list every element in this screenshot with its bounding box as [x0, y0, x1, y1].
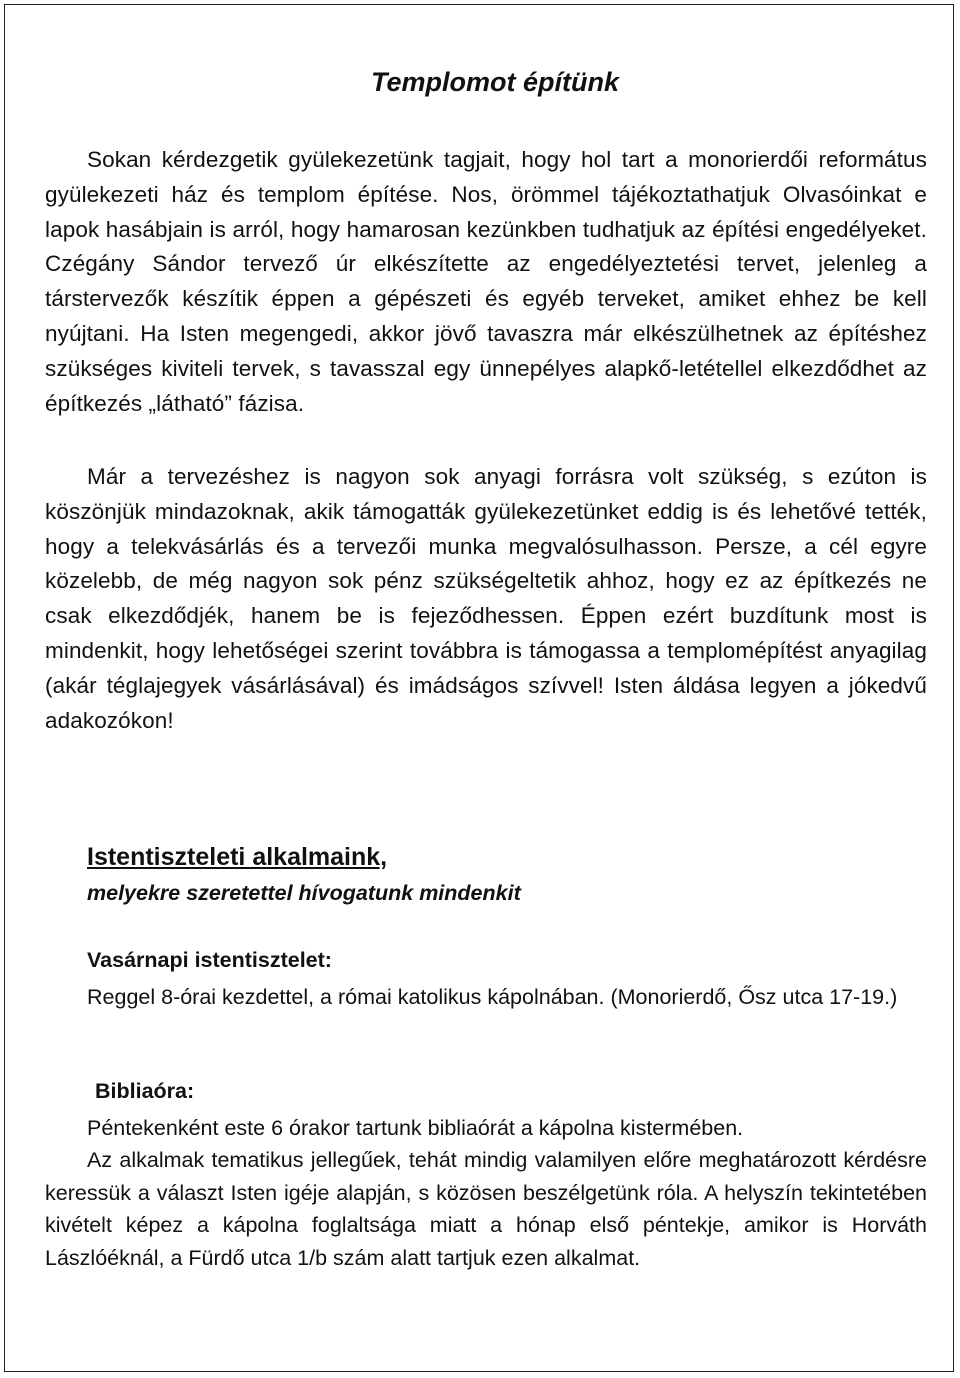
services-title: Istentiszteleti alkalmaink,: [87, 843, 388, 871]
sunday-service-heading: Vasárnapi istentisztelet:: [87, 948, 332, 972]
sunday-service-text: Reggel 8-órai kezdettel, a római katolikus kápolnában. (Monorierdő, Ősz utca 17-19.): [87, 985, 898, 1009]
article-paragraph-1: Sokan kérdezgetik gyülekezetünk tagjait, hogy hol tart a monorierdői református gyülekezeti ház és templom építése. Nos, örömmel tájékoztathatjuk Olvasóinkat e lapok hasábjain is arról, hogy hamarosan kezünkben tudhatjuk az építési engedélyeket. Czégány Sándor tervező úr elkészítette az engedélyeztetési tervet, jelenleg a társtervezők készítik éppen a gépészeti és egyéb terveket, amiket ehhez be kell nyújtani. Ha Isten megengedi, akkor jövő tavaszra már elkészülhetnek az építéshez szükséges kiviteli tervek, s tavasszal egy ünnepélyes alapkő-letétellel elkezdődhet az építkezés „látható” fázisa.: [45, 147, 927, 416]
article-paragraph-2: Már a tervezéshez is nagyon sok anyagi forrásra volt szükség, s ezúton is köszönjük mindazoknak, akik támogatták gyülekezetünket eddig is és lehetővé tették, hogy a telekvásárlás és a tervezői munka megvalósulhasson. Persze, a cél egyre közelebb, de még nagyon sok pénz szükségeltetik ahhoz, hogy ez az építkezés ne csak elkezdődjék, hanem be is fejeződhessen. Éppen ezért buzdítunk most is mindenkit, hogy lehetőségei szerint továbbra is támogassa a templomépítést anyagilag (akár téglajegyek vásárlásával) és imádságos szívvel! Isten áldása legyen a jókedvű adakozókon!: [45, 464, 927, 733]
bible-study-schedule: Péntekenként este 6 órakor tartunk bibliaórát a kápolna kistermében.: [87, 1116, 744, 1140]
page-frame: [4, 4, 954, 1372]
article-title: Templomot építünk: [371, 67, 619, 97]
bible-study-details: Az alkalmak tematikus jellegűek, tehát mindig valamilyen előre meghatározott kérdésre keressük a választ Isten igéje alapján, s közösen beszélgetünk róla. A helyszín tekintetében kivételt képez a kápolna foglaltsága miatt a hónap első péntekje, amikor is Horváth Lászlóéknál, a Fürdő utca 1/b szám alatt tartjuk ezen alkalmat.: [45, 1148, 927, 1270]
services-subtitle: melyekre szeretettel hívogatunk mindenkit: [87, 881, 521, 905]
bible-study-heading: Bibliaóra:: [95, 1079, 195, 1103]
